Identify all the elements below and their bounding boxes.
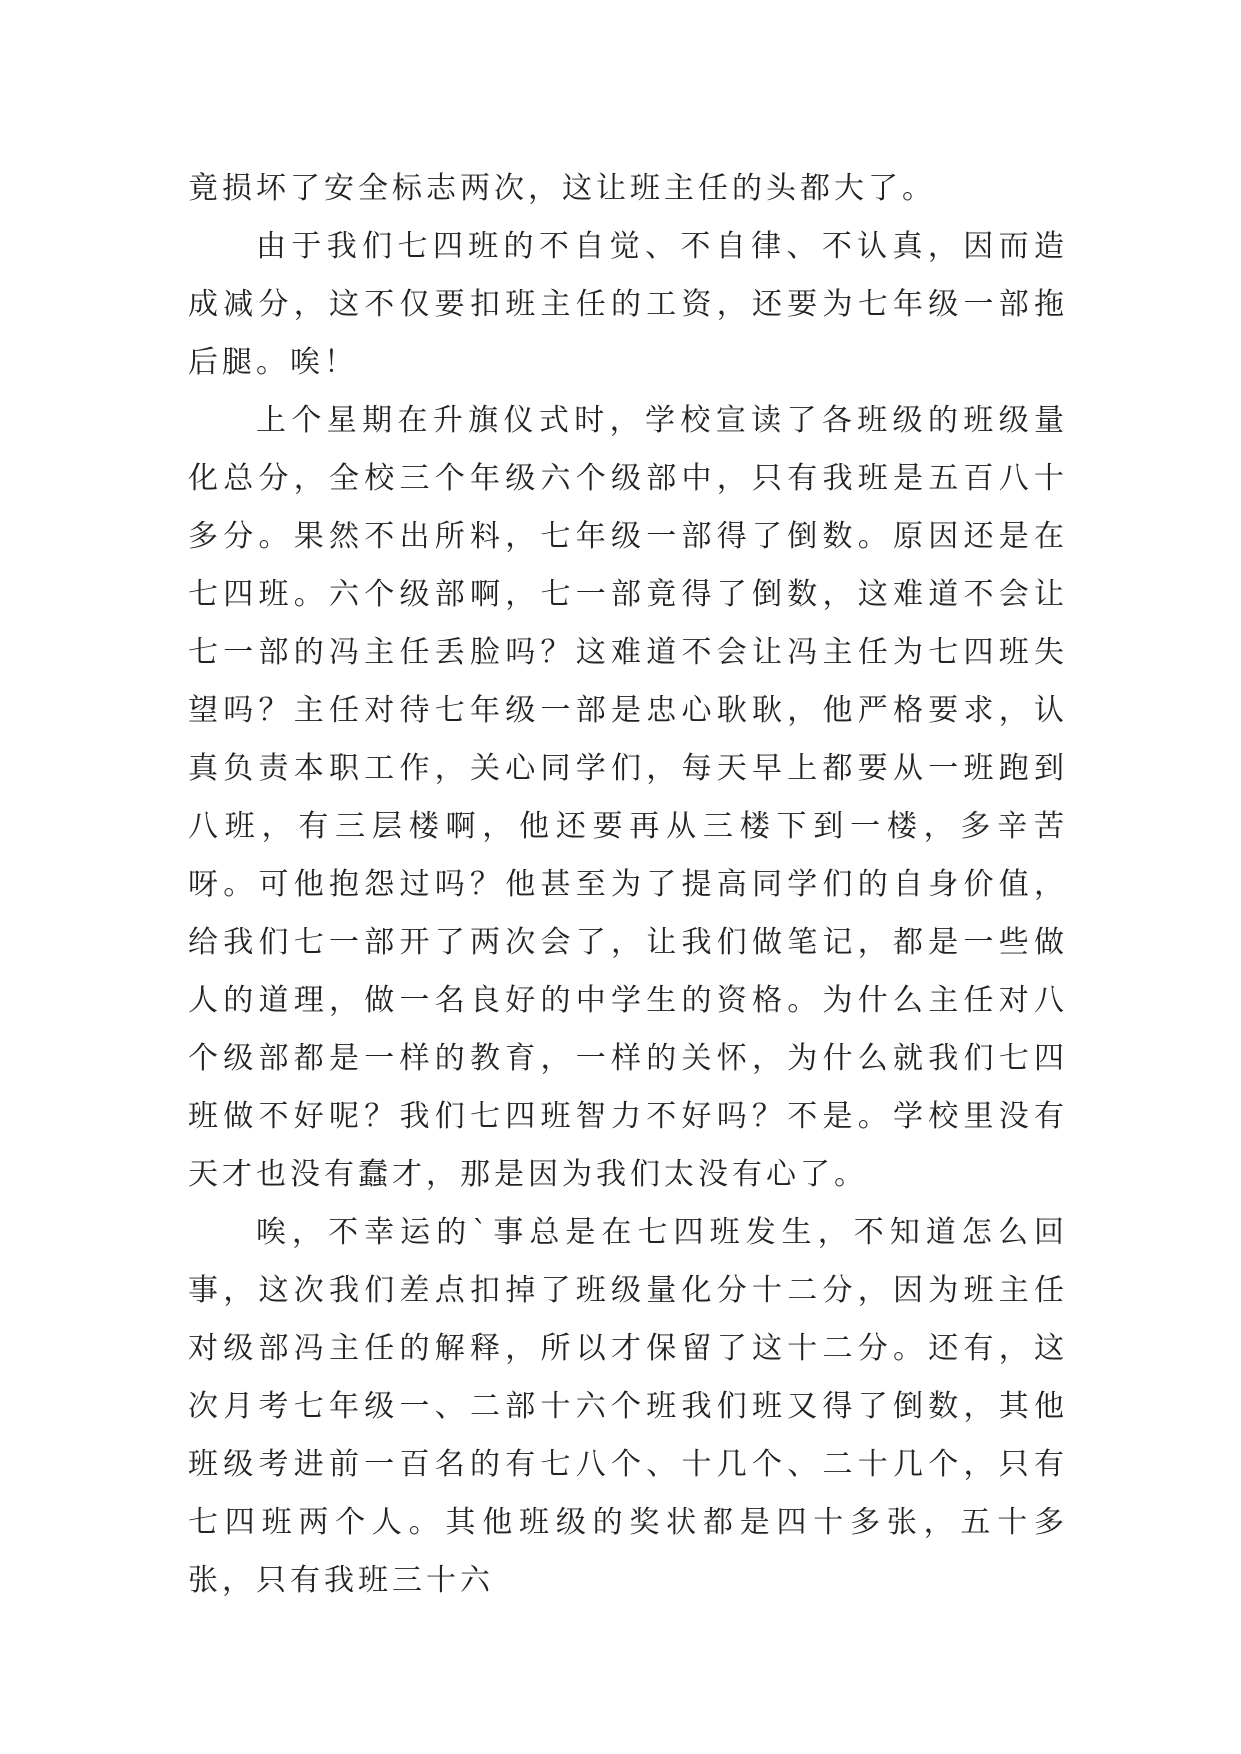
paragraph-2: 由于我们七四班的不自觉、不自律、不认真，因而造成减分，这不仅要扣班主任的工资，还要为七年级一部拖后腿。唉！ (188, 229, 1068, 380)
paragraph-3: 上个星期在升旗仪式时，学校宣读了各班级的班级量化总分，全校三个年级六个级部中，只有我班是五百八十多分。果然不出所料，七年级一部得了倒数。原因还是在七四班。六个级部啊，七一部竟得了倒数，这难道不会让七一部的冯主任丢脸吗？这难道不会让冯主任为七四班失望吗？主任对待七年级一部是忠心耿耿，他严格要求，认真负责本职工作，关心同学们，每天早上都要从一班跑到八班，有三层楼啊，他还要再从三楼下到一楼，多辛苦呀。可他抱怨过吗？他甚至为了提高同学们的自身价值，给我们七一部开了两次会了，让我们做笔记，都是一些做人的道理，做一名良好的中学生的资格。为什么主任对八个级部都是一样的教育，一样的关怀，为什么就我们七四班做不好呢？我们七四班智力不好吗？不是。学校里没有天才也没有蠢才，那是因为我们太没有心了。 (188, 403, 1068, 1192)
paragraph-4: 唉，不幸运的`事总是在七四班发生，不知道怎么回事，这次我们差点扣掉了班级量化分十二分，因为班主任对级部冯主任的解释，所以才保留了这十二分。还有，这次月考七年级一、二部十六个班我们班又得了倒数，其他班级考进前一百名的有七八个、十几个、二十几个，只有七四班两个人。其他班级的奖状都是四十多张，五十多张，只有我班三十六 (188, 1215, 1068, 1598)
body-text (188, 160, 1068, 1610)
paragraph-1: 竟损坏了安全标志两次，这让班主任的头都大了。 (188, 171, 936, 206)
